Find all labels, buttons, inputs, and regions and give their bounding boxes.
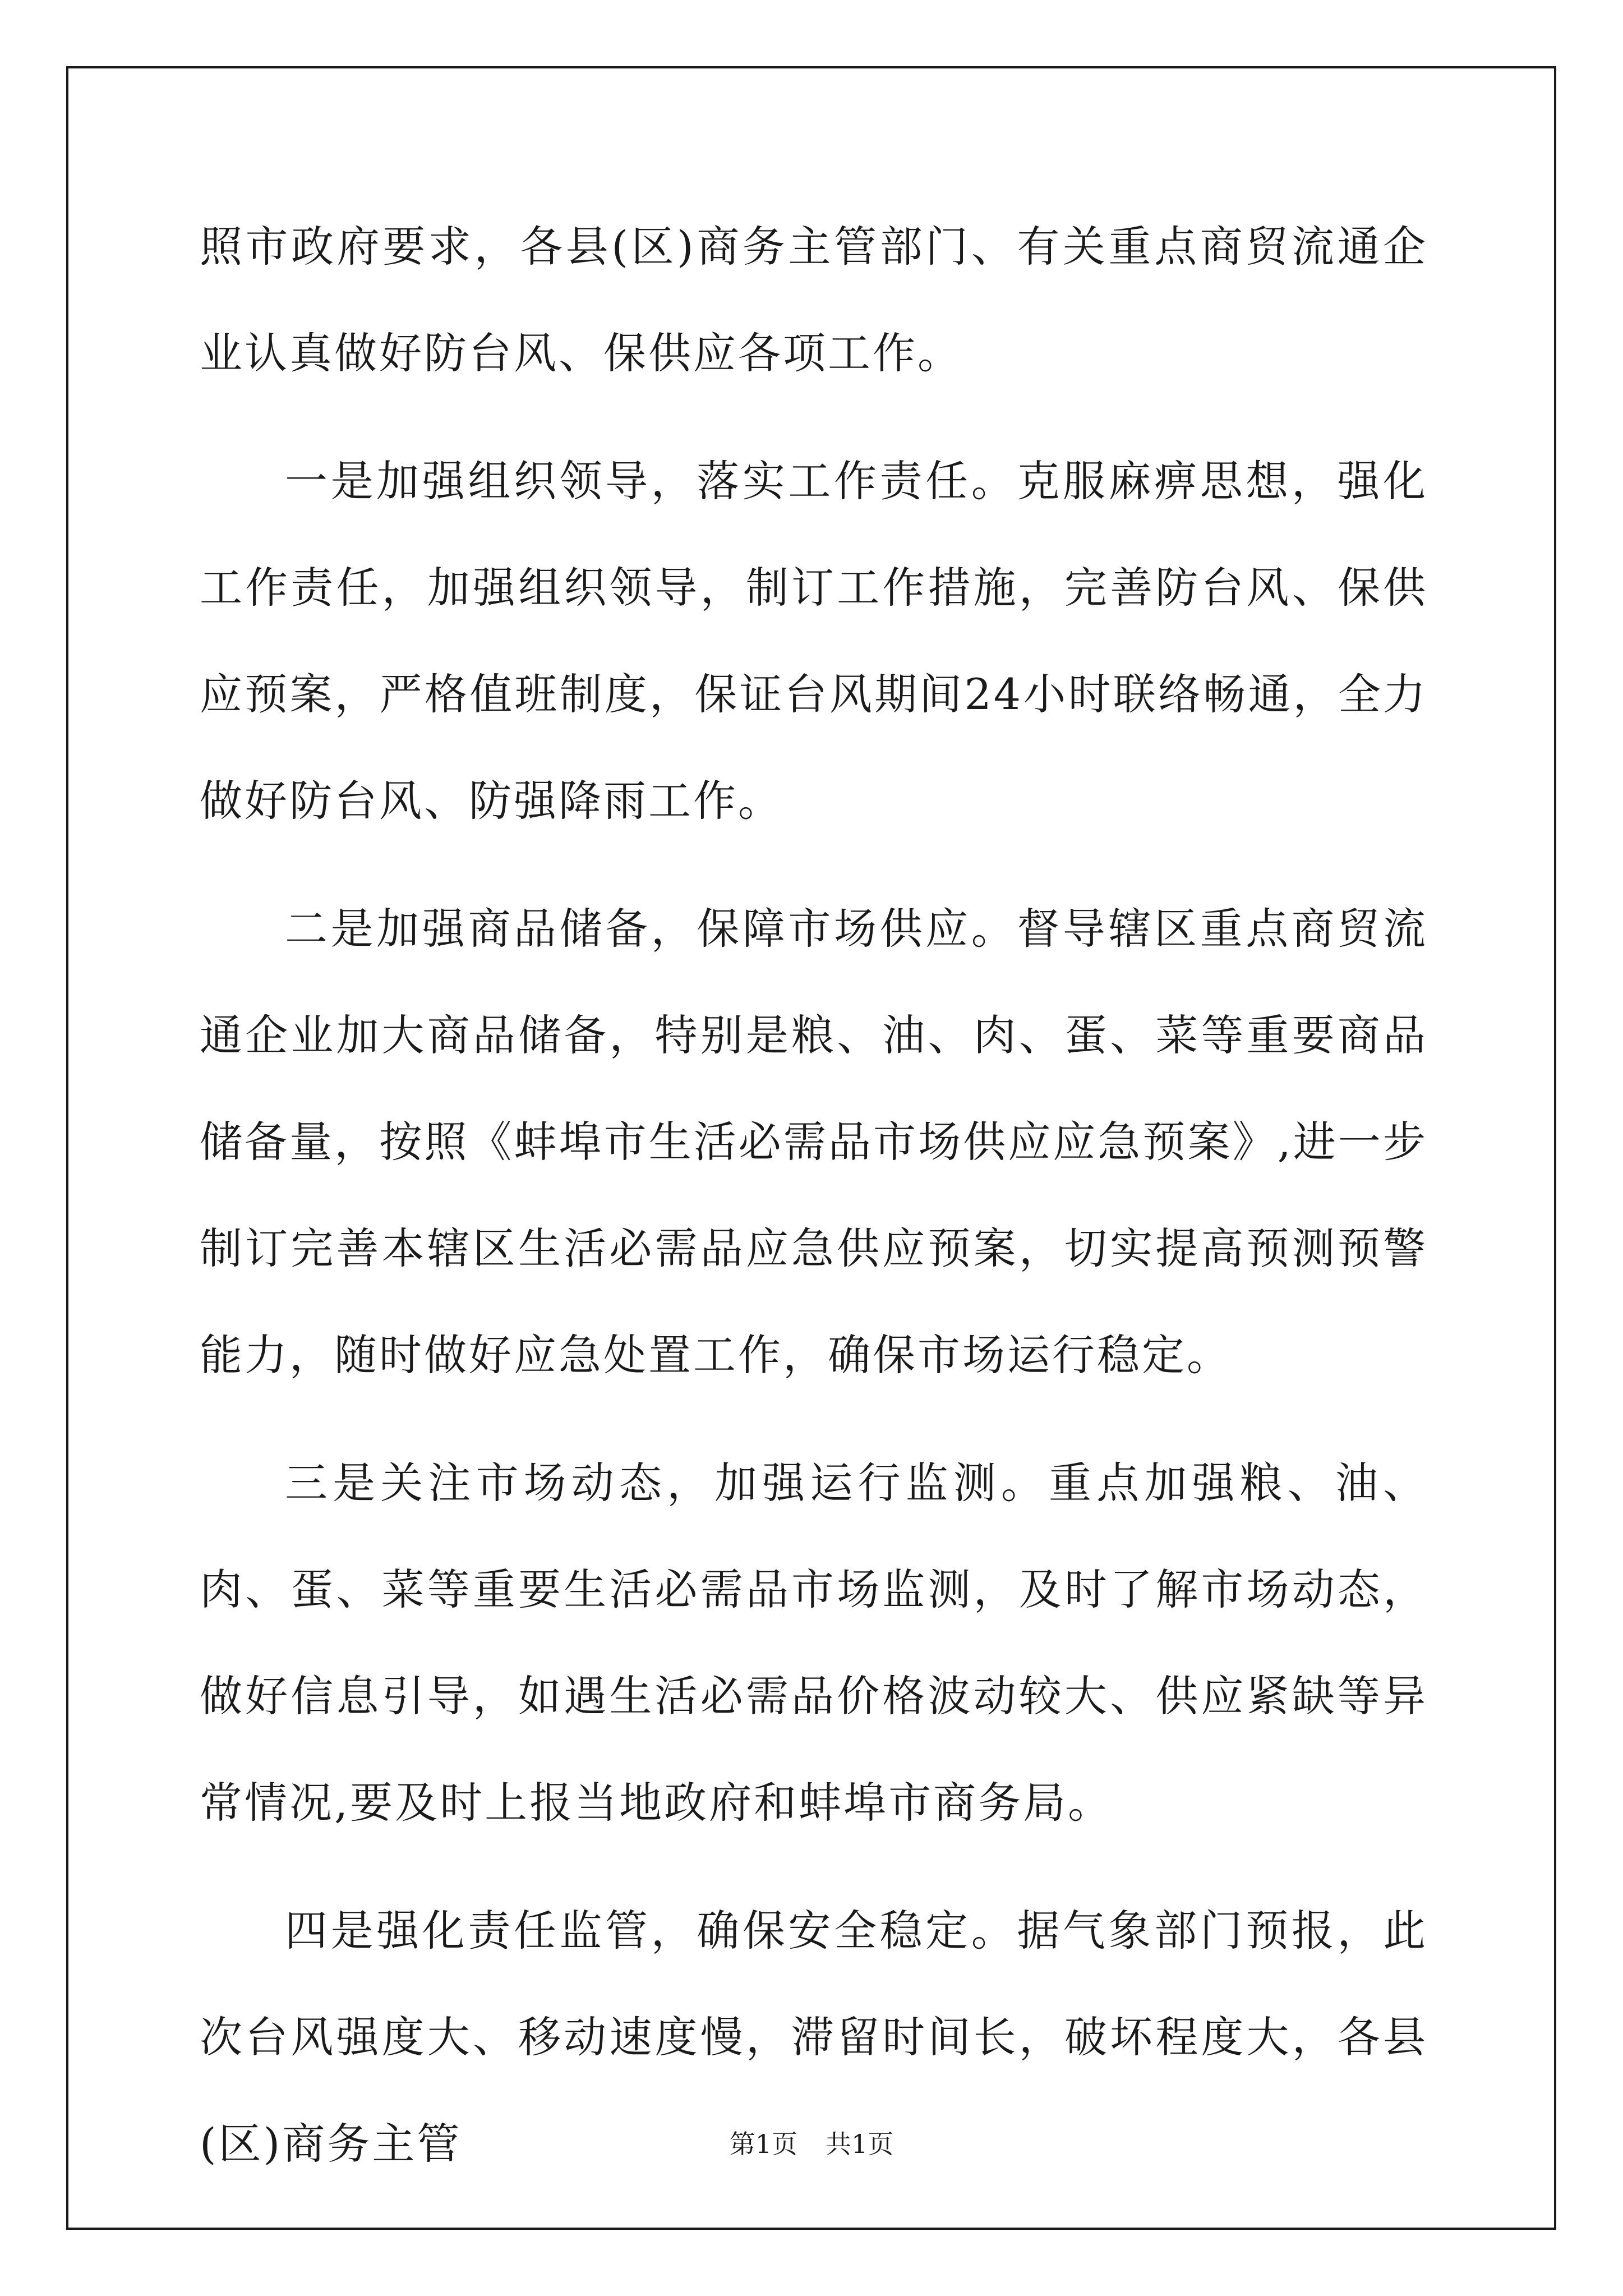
paragraph-intro: 照市政府要求，各县(区)商务主管部门、有关重点商贸流通企业认真做好防台风、保供应各项工作。: [200, 222, 1428, 378]
paragraph-point-3: 三是关注市场动态，加强运行监测。重点加强粮、油、肉、蛋、菜等重要生活必需品市场监测，及时了解市场动态，做好信息引导，如遇生活必需品价格波动较大、供应紧缺等异常情况,要及时上报当地政府和蚌埠市商务局。: [200, 1458, 1428, 1828]
page-number-total: 共1页: [826, 2129, 894, 2159]
page-number-current: 第1页: [729, 2129, 797, 2159]
paragraph-point-4: 四是强化责任监管，确保安全稳定。据气象部门预报，此次台风强度大、移动速度慢，滞留时间长，破坏程度大，各县(区)商务主管: [200, 1906, 1428, 2169]
document-body: [200, 194, 1428, 2197]
page-footer: [0, 2124, 1623, 2161]
paragraph-point-2: 二是加强商品储备，保障市场供应。督导辖区重点商贸流通企业加大商品储备，特别是粮、油、肉、蛋、菜等重要商品储备量，按照《蚌埠市生活必需品市场供应应急预案》,进一步制订完善本辖区生活必需品应急供应预案，切实提高预测预警能力，随时做好应急处置工作，确保市场运行稳定。: [200, 904, 1428, 1380]
paragraph-point-1: 一是加强组织领导，落实工作责任。克服麻痹思想，强化工作责任，加强组织领导，制订工作措施，完善防台风、保供应预案，严格值班制度，保证台风期间24小时联络畅通，全力做好防台风、防强降雨工作。: [200, 456, 1428, 826]
